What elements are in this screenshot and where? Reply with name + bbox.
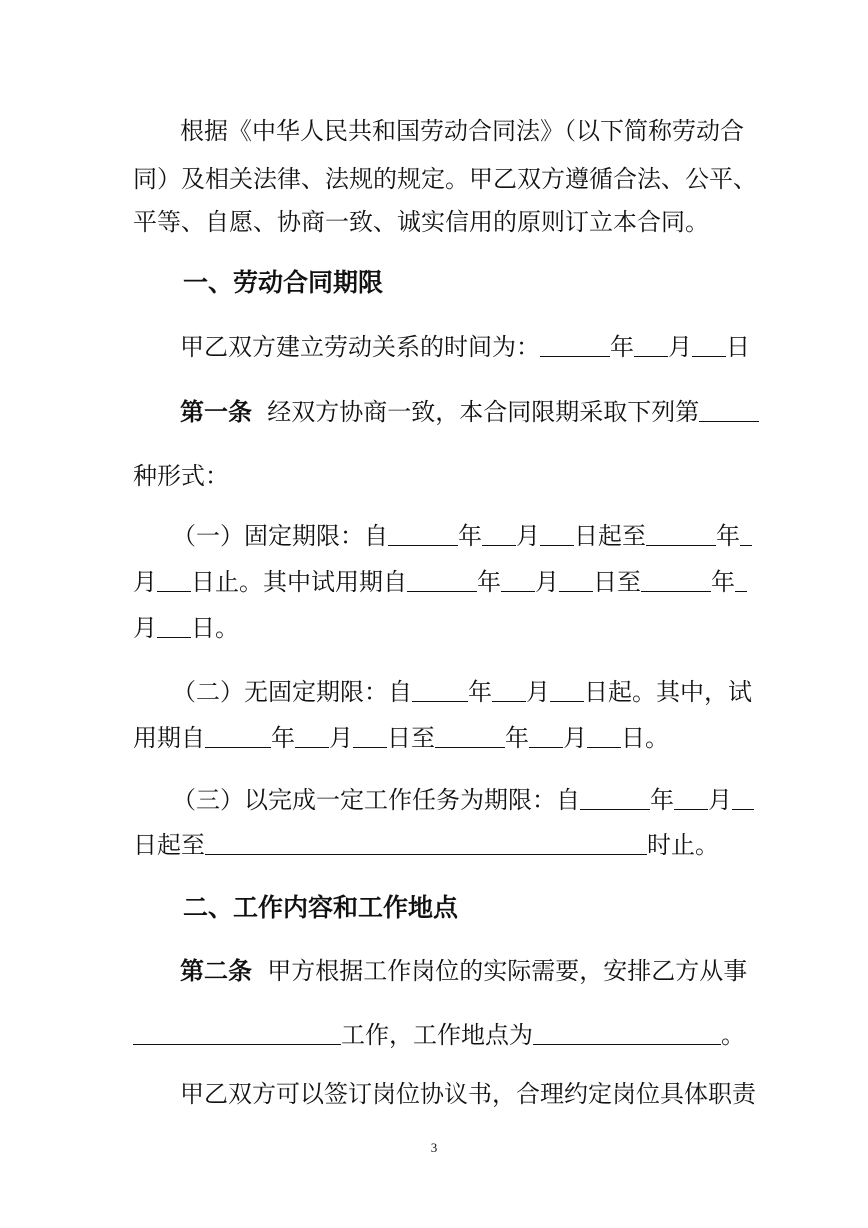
text: 日起至	[574, 522, 646, 550]
article-line	[180, 396, 790, 428]
text: 月	[708, 786, 732, 814]
blank-field[interactable]	[529, 725, 563, 748]
section-heading-1: 一、劳动合同期限	[183, 268, 384, 297]
text: 年	[458, 522, 482, 550]
text: 年	[650, 786, 674, 814]
paragraph-line: 平等、自愿、协商一致、诚实信用的原则订立本合同。	[133, 208, 709, 236]
text: 日至	[387, 724, 435, 752]
text: 月	[133, 568, 157, 596]
blank-field[interactable]	[407, 569, 477, 592]
article-line	[133, 1019, 743, 1051]
text: 日。	[191, 614, 239, 642]
text: 年	[711, 568, 735, 596]
text: 工作，工作地点为	[341, 1021, 533, 1049]
text: 年	[477, 568, 501, 596]
blank-field[interactable]	[540, 523, 574, 546]
text: 日至	[593, 568, 641, 596]
text: （二）无固定期限：自	[172, 678, 412, 706]
text: 年	[271, 724, 295, 752]
text: （一）固定期限：自	[172, 522, 388, 550]
blank-field[interactable]	[388, 523, 458, 546]
blank-field[interactable]	[205, 725, 271, 748]
page-number: 3	[430, 1140, 438, 1155]
blank-field[interactable]	[492, 679, 526, 702]
blank-field[interactable]	[133, 1022, 341, 1045]
blank-field[interactable]	[641, 569, 711, 592]
blank-field[interactable]	[533, 1022, 721, 1045]
text: 月	[668, 333, 692, 361]
blank-field[interactable]	[435, 725, 505, 748]
text: 月	[329, 724, 353, 752]
blank-field[interactable]	[674, 787, 708, 810]
text: 月	[563, 724, 587, 752]
blank-field[interactable]	[699, 399, 759, 422]
option-line	[133, 829, 743, 861]
article-label: 第二条	[180, 956, 252, 985]
blank-field[interactable]	[157, 615, 191, 638]
text: 甲方根据工作岗位的实际需要，安排乙方从事	[267, 957, 748, 985]
blank-field[interactable]	[550, 679, 584, 702]
blank-field[interactable]	[559, 569, 593, 592]
section-heading-2: 二、工作内容和工作地点	[183, 893, 459, 922]
blank-field[interactable]	[580, 787, 650, 810]
text: 日	[726, 333, 750, 361]
blank-field[interactable]	[646, 523, 716, 546]
text: 甲乙双方建立劳动关系的时间为：	[180, 333, 540, 361]
blank-field[interactable]	[482, 523, 516, 546]
text: 。	[721, 1021, 745, 1049]
blank-field[interactable]	[540, 334, 610, 357]
text: （三）以完成一定工作任务为期限：自	[172, 786, 580, 814]
text: 月	[516, 522, 540, 550]
text: 经双方协商一致，本合同限期采取下列第	[267, 398, 700, 426]
option-line	[133, 612, 743, 644]
text: 年	[505, 724, 529, 752]
text: 用期自	[133, 724, 205, 752]
blank-field[interactable]	[735, 569, 747, 592]
option-line	[172, 784, 782, 816]
paragraph-line: 种形式：	[133, 462, 229, 490]
text: 年	[716, 522, 740, 550]
option-line	[172, 676, 782, 708]
paragraph-line: 同）及相关法律、法规的规定。甲乙双方遵循合法、公平、	[133, 165, 757, 193]
text: 日止。其中试用期自	[191, 568, 407, 596]
text: 月	[526, 678, 550, 706]
blank-field[interactable]	[587, 725, 621, 748]
article-label: 第一条	[180, 397, 252, 426]
blank-field[interactable]	[634, 334, 668, 357]
blank-field[interactable]	[157, 569, 191, 592]
option-line	[133, 722, 743, 754]
blank-field[interactable]	[295, 725, 329, 748]
blank-field[interactable]	[732, 787, 754, 810]
blank-field[interactable]	[740, 523, 752, 546]
text: 日。	[621, 724, 669, 752]
blank-field[interactable]	[501, 569, 535, 592]
text: 日起至	[133, 831, 205, 859]
text: 月	[535, 568, 559, 596]
blank-field[interactable]	[353, 725, 387, 748]
text: 月	[133, 614, 157, 642]
article-line	[180, 955, 790, 987]
blank-field[interactable]	[412, 679, 468, 702]
paragraph-line: 甲乙双方可以签订岗位协议书，合理约定岗位具体职责	[180, 1080, 756, 1108]
text: 时止。	[647, 831, 719, 859]
text: 日起。其中，试	[584, 678, 752, 706]
paragraph-line	[180, 331, 790, 363]
blank-field[interactable]	[205, 832, 647, 855]
option-line	[133, 566, 743, 598]
text: 年	[610, 333, 634, 361]
paragraph-line: 根据《中华人民共和国劳动合同法》（以下简称劳动合	[180, 117, 744, 145]
blank-field[interactable]	[692, 334, 726, 357]
text: 年	[468, 678, 492, 706]
option-line	[172, 520, 782, 552]
